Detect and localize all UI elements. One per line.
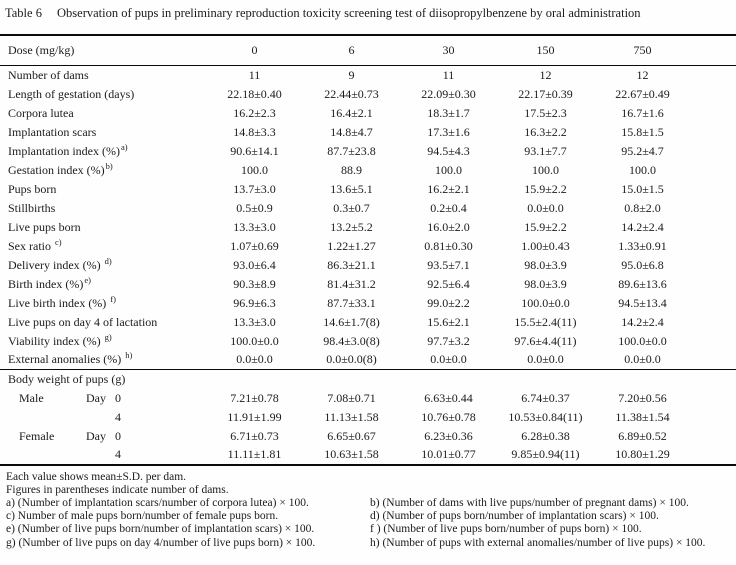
value-cell: 96.9±6.3 (233, 295, 276, 310)
value-cell: 15.8±1.5 (621, 124, 664, 139)
day-number: 0 (115, 390, 121, 405)
value-cell: 15.0±1.5 (621, 181, 664, 196)
table-row (0, 199, 736, 218)
filler-cell (691, 123, 736, 142)
value-cell: 6.89±0.52 (618, 428, 667, 443)
value-cell: 15.6±2.1 (427, 314, 470, 329)
row-label: Implantation scars (8, 124, 97, 139)
value-cell: 11 (248, 67, 261, 82)
value-cell: 6.28±0.38 (521, 428, 570, 443)
row-label: Corpora lutea (8, 105, 74, 120)
table-row (0, 332, 736, 351)
value-cell: 0.0±0.0 (624, 352, 661, 367)
dose-header-label: Dose (mg/kg) (0, 35, 206, 66)
value-cell: 1.22±1.27 (327, 238, 376, 253)
footnote-marker: b) (105, 160, 113, 171)
value-cell: 1.07±0.69 (230, 238, 279, 253)
value-cell: 0.81±0.30 (424, 238, 473, 253)
footnote-marker: a) (120, 141, 128, 152)
footnote-definitions (0, 497, 736, 550)
value-cell: 14.6±1.7(8) (323, 314, 380, 329)
value-cell: 12 (539, 67, 552, 82)
value-cell: 22.44±0.73 (324, 86, 379, 101)
value-cell: 86.3±21.1 (327, 257, 376, 272)
filler-cell (691, 389, 736, 408)
day-number: 0 (115, 428, 121, 443)
value-cell: 92.5±6.4 (427, 276, 470, 291)
value-cell: 94.5±13.4 (618, 295, 667, 310)
sex-label: Female (19, 428, 55, 443)
dose-header-row (0, 35, 736, 66)
footnote-b: b) (Number of dams with live pups/number of pregnant dams) × 100. (370, 496, 689, 509)
value-cell: 99.0±2.2 (427, 295, 470, 310)
value-cell: 1.33±0.91 (618, 238, 667, 253)
value-cell: 95.0±6.8 (621, 257, 664, 272)
table-row (0, 275, 736, 294)
value-cell: 7.08±0.71 (327, 390, 376, 405)
dose-value-30: 30 (400, 35, 497, 66)
row-label: Viability index (%) $^{g)}$ (8, 331, 112, 348)
filler-cell (691, 180, 736, 199)
table-row (0, 66, 736, 85)
day-word: Day (86, 428, 106, 443)
value-cell: 6.63±0.44 (424, 390, 473, 405)
value-cell: 0.0±0.0 (527, 200, 564, 215)
table-row (0, 142, 736, 161)
filler-cell (691, 351, 736, 370)
sex-label: Male (19, 390, 44, 405)
footnote-f: f ) (Number of live pups born/number of pups born) × 100. (370, 523, 642, 536)
row-label: External anomalies (%) $^{h)}$ (8, 350, 133, 367)
row-label (0, 389, 206, 408)
filler-cell (691, 104, 736, 123)
body-weight-row (0, 408, 736, 427)
value-cell: 10.01±0.77 (421, 447, 476, 461)
filler-cell (691, 35, 736, 66)
value-cell: 16.2±2.1 (427, 181, 470, 196)
row-label: Live pups on day 4 of lactation (8, 314, 158, 329)
footnote-marker: d) (104, 255, 112, 266)
filler-cell (691, 66, 736, 85)
value-cell: 100.0±0.0 (521, 295, 570, 310)
value-cell: 22.67±0.49 (615, 86, 670, 101)
value-cell: 22.09±0.30 (421, 86, 476, 101)
note-parentheses: Figures in parentheses indicate number of dams. (6, 483, 229, 496)
footnote-marker: h) (125, 350, 133, 361)
dose-value-0: 0 (206, 35, 303, 66)
footnote-g: g) (Number of live pups on day 4/number of live pups born) × 100. (6, 536, 316, 549)
value-cell: 93.5±7.1 (427, 257, 470, 272)
value-cell: 6.23±0.36 (424, 428, 473, 443)
value-cell: 13.3±3.0 (233, 314, 276, 329)
value-cell: 7.21±0.78 (230, 390, 279, 405)
value-cell: 17.5±2.3 (524, 105, 567, 120)
value-cell: 13.2±5.2 (330, 219, 373, 234)
main-rows (0, 66, 736, 370)
table-caption-block (0, 0, 736, 34)
value-cell: 16.4±2.1 (330, 105, 373, 120)
value-cell: 10.80±1.29 (615, 447, 670, 461)
table-row (0, 313, 736, 332)
value-cell: 97.7±3.2 (427, 333, 470, 348)
value-cell: 16.2±2.3 (233, 105, 276, 120)
section-header-label: Body weight of pups (g) (0, 370, 736, 389)
value-cell: 15.9±2.2 (524, 219, 567, 234)
row-label: Delivery index (%) $^{d)}$ (8, 255, 112, 272)
value-cell: 1.00±0.43 (521, 238, 570, 253)
value-cell: 10.53±0.84(11) (508, 409, 583, 424)
filler-cell (691, 275, 736, 294)
value-cell: 18.3±1.7 (427, 105, 470, 120)
value-cell: 0.0±0.0 (236, 352, 273, 367)
value-cell: 12 (636, 67, 649, 82)
footnote-marker: g) (104, 331, 112, 342)
footnote-h: h) (Number of pups with external anomalies/number of live pups) × 100. (370, 536, 706, 549)
value-cell: 97.6±4.4(11) (514, 333, 577, 348)
value-cell: 100.0 (241, 162, 268, 177)
table-row (0, 180, 736, 199)
value-cell: 100.0 (435, 162, 462, 177)
dose-value-6: 6 (303, 35, 400, 66)
row-label (0, 427, 206, 446)
footnote-marker: c) (55, 236, 62, 247)
table-row (0, 237, 736, 256)
value-cell: 6.74±0.37 (521, 390, 570, 405)
day-word: Day (86, 390, 106, 405)
value-cell: 0.3±0.7 (333, 200, 370, 215)
value-cell: 93.0±6.4 (233, 257, 276, 272)
day-number: 4 (115, 409, 121, 424)
body-weight-row (0, 427, 736, 446)
table-number-label: Table 6 (5, 6, 42, 20)
value-cell: 15.9±2.2 (524, 181, 567, 196)
value-cell: 98.0±3.9 (524, 276, 567, 291)
value-cell: 14.8±4.7 (330, 124, 373, 139)
value-cell: 10.76±0.78 (421, 409, 476, 424)
value-cell: 16.3±2.2 (524, 124, 567, 139)
value-cell: 11 (442, 67, 455, 82)
filler-cell (691, 427, 736, 446)
filler-cell (691, 332, 736, 351)
body-weight-row (0, 389, 736, 408)
value-cell: 10.63±1.58 (324, 447, 379, 461)
table-row (0, 256, 736, 275)
footnote-c: c) Number of male pups born/number of female pups born. (6, 510, 279, 523)
row-label: Sex ratio $^{c)}$ (8, 236, 62, 253)
table-row (0, 351, 736, 370)
table-row (0, 104, 736, 123)
footnote-marker: e) (84, 274, 91, 285)
footnote-a: a) (Number of implantation scars/number of corpora lutea) × 100. (6, 496, 309, 509)
value-cell: 13.7±3.0 (233, 181, 276, 196)
value-cell: 95.2±4.7 (621, 143, 664, 158)
value-cell: 6.71±0.73 (230, 428, 279, 443)
data-table (0, 34, 736, 466)
filler-cell (691, 408, 736, 427)
row-label (0, 446, 206, 465)
value-cell: 81.4±31.2 (327, 276, 376, 291)
filler-cell (691, 294, 736, 313)
table-row (0, 161, 736, 180)
day-number: 4 (115, 447, 121, 461)
filler-cell (691, 218, 736, 237)
filler-cell (691, 237, 736, 256)
value-cell: 6.65±0.67 (327, 428, 376, 443)
value-cell: 0.0±0.0 (430, 352, 467, 367)
table-row (0, 294, 736, 313)
value-cell: 87.7±33.1 (327, 295, 376, 310)
table-row (0, 85, 736, 104)
row-label: Number of dams (8, 67, 89, 82)
value-cell: 13.3±3.0 (233, 219, 276, 234)
value-cell: 98.0±3.9 (524, 257, 567, 272)
filler-cell (691, 313, 736, 332)
value-cell: 90.6±14.1 (230, 143, 279, 158)
value-cell: 100.0±0.0 (230, 333, 279, 348)
value-cell: 88.9 (341, 162, 362, 177)
value-cell: 89.6±13.6 (618, 276, 667, 291)
table-row (0, 218, 736, 237)
value-cell: 11.38±1.54 (615, 409, 670, 424)
value-cell: 14.2±2.4 (621, 219, 664, 234)
row-label: Implantation index (%)$^{a)}$ (8, 141, 128, 158)
table-caption-text: Observation of pups in preliminary reproduction toxicity screening test of diisopropylbenzene by oral administration (57, 6, 641, 20)
value-cell: 11.13±1.58 (324, 409, 379, 424)
row-label: Length of gestation (days) (8, 86, 135, 101)
value-cell: 0.5±0.9 (236, 200, 273, 215)
value-cell: 94.5±4.3 (427, 143, 470, 158)
row-label (0, 408, 206, 427)
footnote-marker: f) (110, 293, 116, 304)
filler-cell (691, 85, 736, 104)
dose-value-750: 750 (594, 35, 691, 66)
value-cell: 0.2±0.4 (430, 200, 467, 215)
body-weight-row (0, 446, 736, 465)
row-label: Pups born (8, 181, 57, 196)
value-cell: 14.8±3.3 (233, 124, 276, 139)
filler-cell (691, 199, 736, 218)
body-weight-rows (0, 370, 736, 465)
filler-cell (691, 256, 736, 275)
value-cell: 90.3±8.9 (233, 276, 276, 291)
value-cell: 0.8±2.0 (624, 200, 661, 215)
general-notes (0, 466, 736, 497)
value-cell: 98.4±3.0(8) (323, 333, 380, 348)
table-row (0, 123, 736, 142)
value-cell: 87.7±23.8 (327, 143, 376, 158)
value-cell: 9 (348, 67, 355, 82)
value-cell: 100.0 (629, 162, 656, 177)
value-cell: 14.2±2.4 (621, 314, 664, 329)
value-cell: 11.11±1.81 (227, 447, 282, 461)
value-cell: 0.0±0.0 (527, 352, 564, 367)
row-label: Gestation index (%)$^{b)}$ (8, 160, 113, 177)
value-cell: 22.18±0.40 (227, 86, 282, 101)
value-cell: 100.0±0.0 (618, 333, 667, 348)
value-cell: 15.5±2.4(11) (514, 314, 577, 329)
value-cell: 16.7±1.6 (621, 105, 664, 120)
note-mean-sd: Each value shows mean±S.D. per dam. (6, 470, 187, 483)
value-cell: 13.6±5.1 (330, 181, 373, 196)
row-label: Birth index (%)$^{e)}$ (8, 274, 91, 291)
row-label: Live birth index (%) $^{f)}$ (8, 293, 116, 310)
value-cell: 100.0 (532, 162, 559, 177)
filler-cell (691, 161, 736, 180)
row-label: Stillbirths (8, 200, 56, 215)
value-cell: 22.17±0.39 (518, 86, 573, 101)
section-header-row (0, 370, 736, 389)
filler-cell (691, 142, 736, 161)
filler-cell (691, 446, 736, 465)
dose-value-150: 150 (497, 35, 594, 66)
row-label: Live pups born (8, 219, 81, 234)
footnote-e: e) (Number of live pups born/number of implantation scars) × 100. (6, 523, 315, 536)
value-cell: 0.0±0.0(8) (326, 352, 377, 367)
value-cell: 9.85±0.94(11) (511, 447, 580, 461)
value-cell: 16.0±2.0 (427, 219, 470, 234)
value-cell: 17.3±1.6 (427, 124, 470, 139)
value-cell: 7.20±0.56 (618, 390, 667, 405)
value-cell: 93.1±7.7 (524, 143, 567, 158)
value-cell: 11.91±1.99 (227, 409, 282, 424)
footnote-d: d) (Number of pups born/number of implantation scars) × 100. (370, 510, 659, 523)
